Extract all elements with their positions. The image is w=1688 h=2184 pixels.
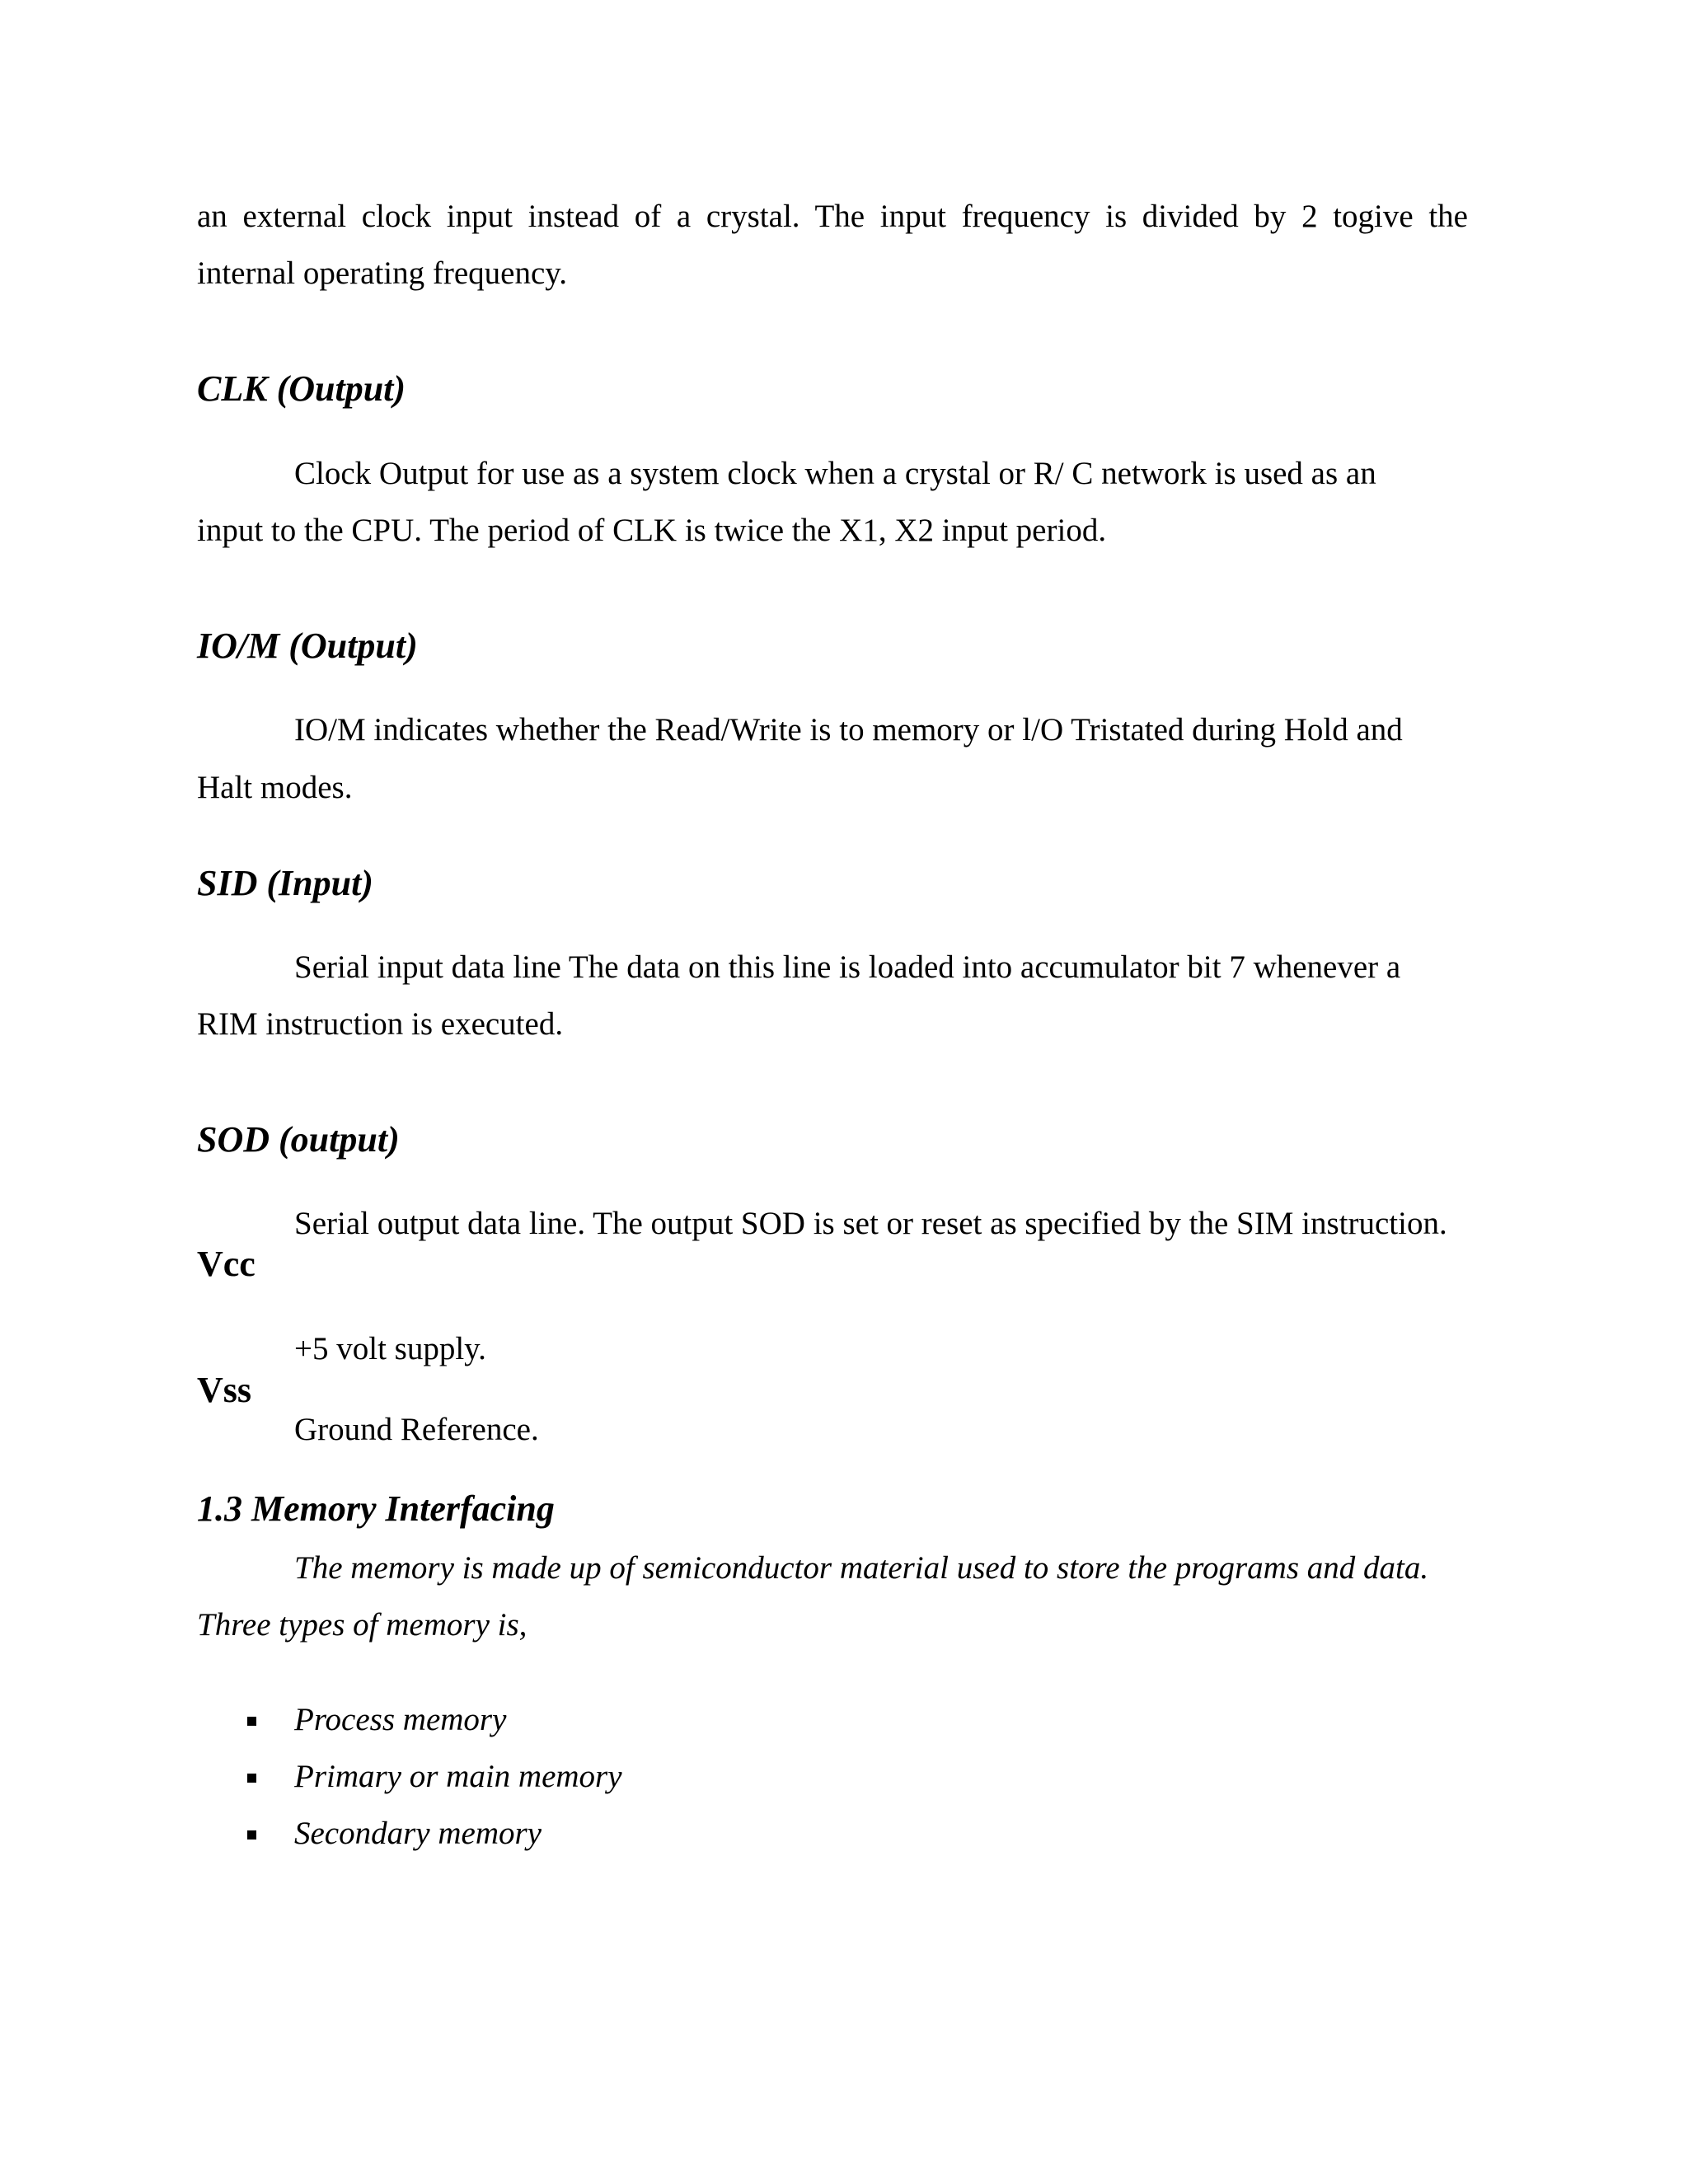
list-item-label: Primary or main memory xyxy=(294,1759,622,1794)
list-item-label: Process memory xyxy=(294,1702,507,1737)
list-item-label: Secondary memory xyxy=(294,1816,542,1851)
intro-line-1: an external clock input instead of a crystal. The input frequency is divided by 2 togive the xyxy=(197,199,1468,234)
iom-line-2: Halt modes. xyxy=(197,770,353,805)
square-bullet-icon xyxy=(247,1717,256,1726)
memory-line-1: The memory is made up of semiconductor material used to store the programs and data. xyxy=(294,1550,1429,1586)
square-bullet-icon xyxy=(247,1830,256,1840)
intro-line-2: internal operating frequency. xyxy=(197,255,568,291)
clk-line-2: input to the CPU. The period of CLK is twice the X1, X2 input period. xyxy=(197,513,1107,548)
vss-line-1: Ground Reference. xyxy=(294,1412,539,1447)
memory-line-2: Three types of memory is, xyxy=(197,1607,528,1643)
sod-line-1: Serial output data line. The output SOD is set or reset as specified by the SIM instruction. xyxy=(294,1206,1447,1241)
iom-heading: IO/M (Output) xyxy=(197,626,418,666)
sid-line-2: RIM instruction is executed. xyxy=(197,1006,564,1042)
memory-heading: 1.3 Memory Interfacing xyxy=(197,1488,555,1529)
vcc-line-1: +5 volt supply. xyxy=(294,1331,486,1366)
sod-heading: SOD (output) xyxy=(197,1119,400,1160)
iom-line-1: IO/M indicates whether the Read/Write is to memory or l/O Tristated during Hold and xyxy=(294,712,1403,748)
vcc-heading: Vcc xyxy=(197,1244,256,1284)
sid-line-1: Serial input data line The data on this line is loaded into accumulator bit 7 whenever a xyxy=(294,949,1401,985)
vss-heading: Vss xyxy=(197,1370,252,1410)
clk-line-1: Clock Output for use as a system clock when a crystal or R/ C network is used as an xyxy=(294,456,1376,491)
square-bullet-icon xyxy=(247,1774,256,1783)
sid-heading: SID (Input) xyxy=(197,863,373,903)
clk-heading: CLK (Output) xyxy=(197,368,406,409)
